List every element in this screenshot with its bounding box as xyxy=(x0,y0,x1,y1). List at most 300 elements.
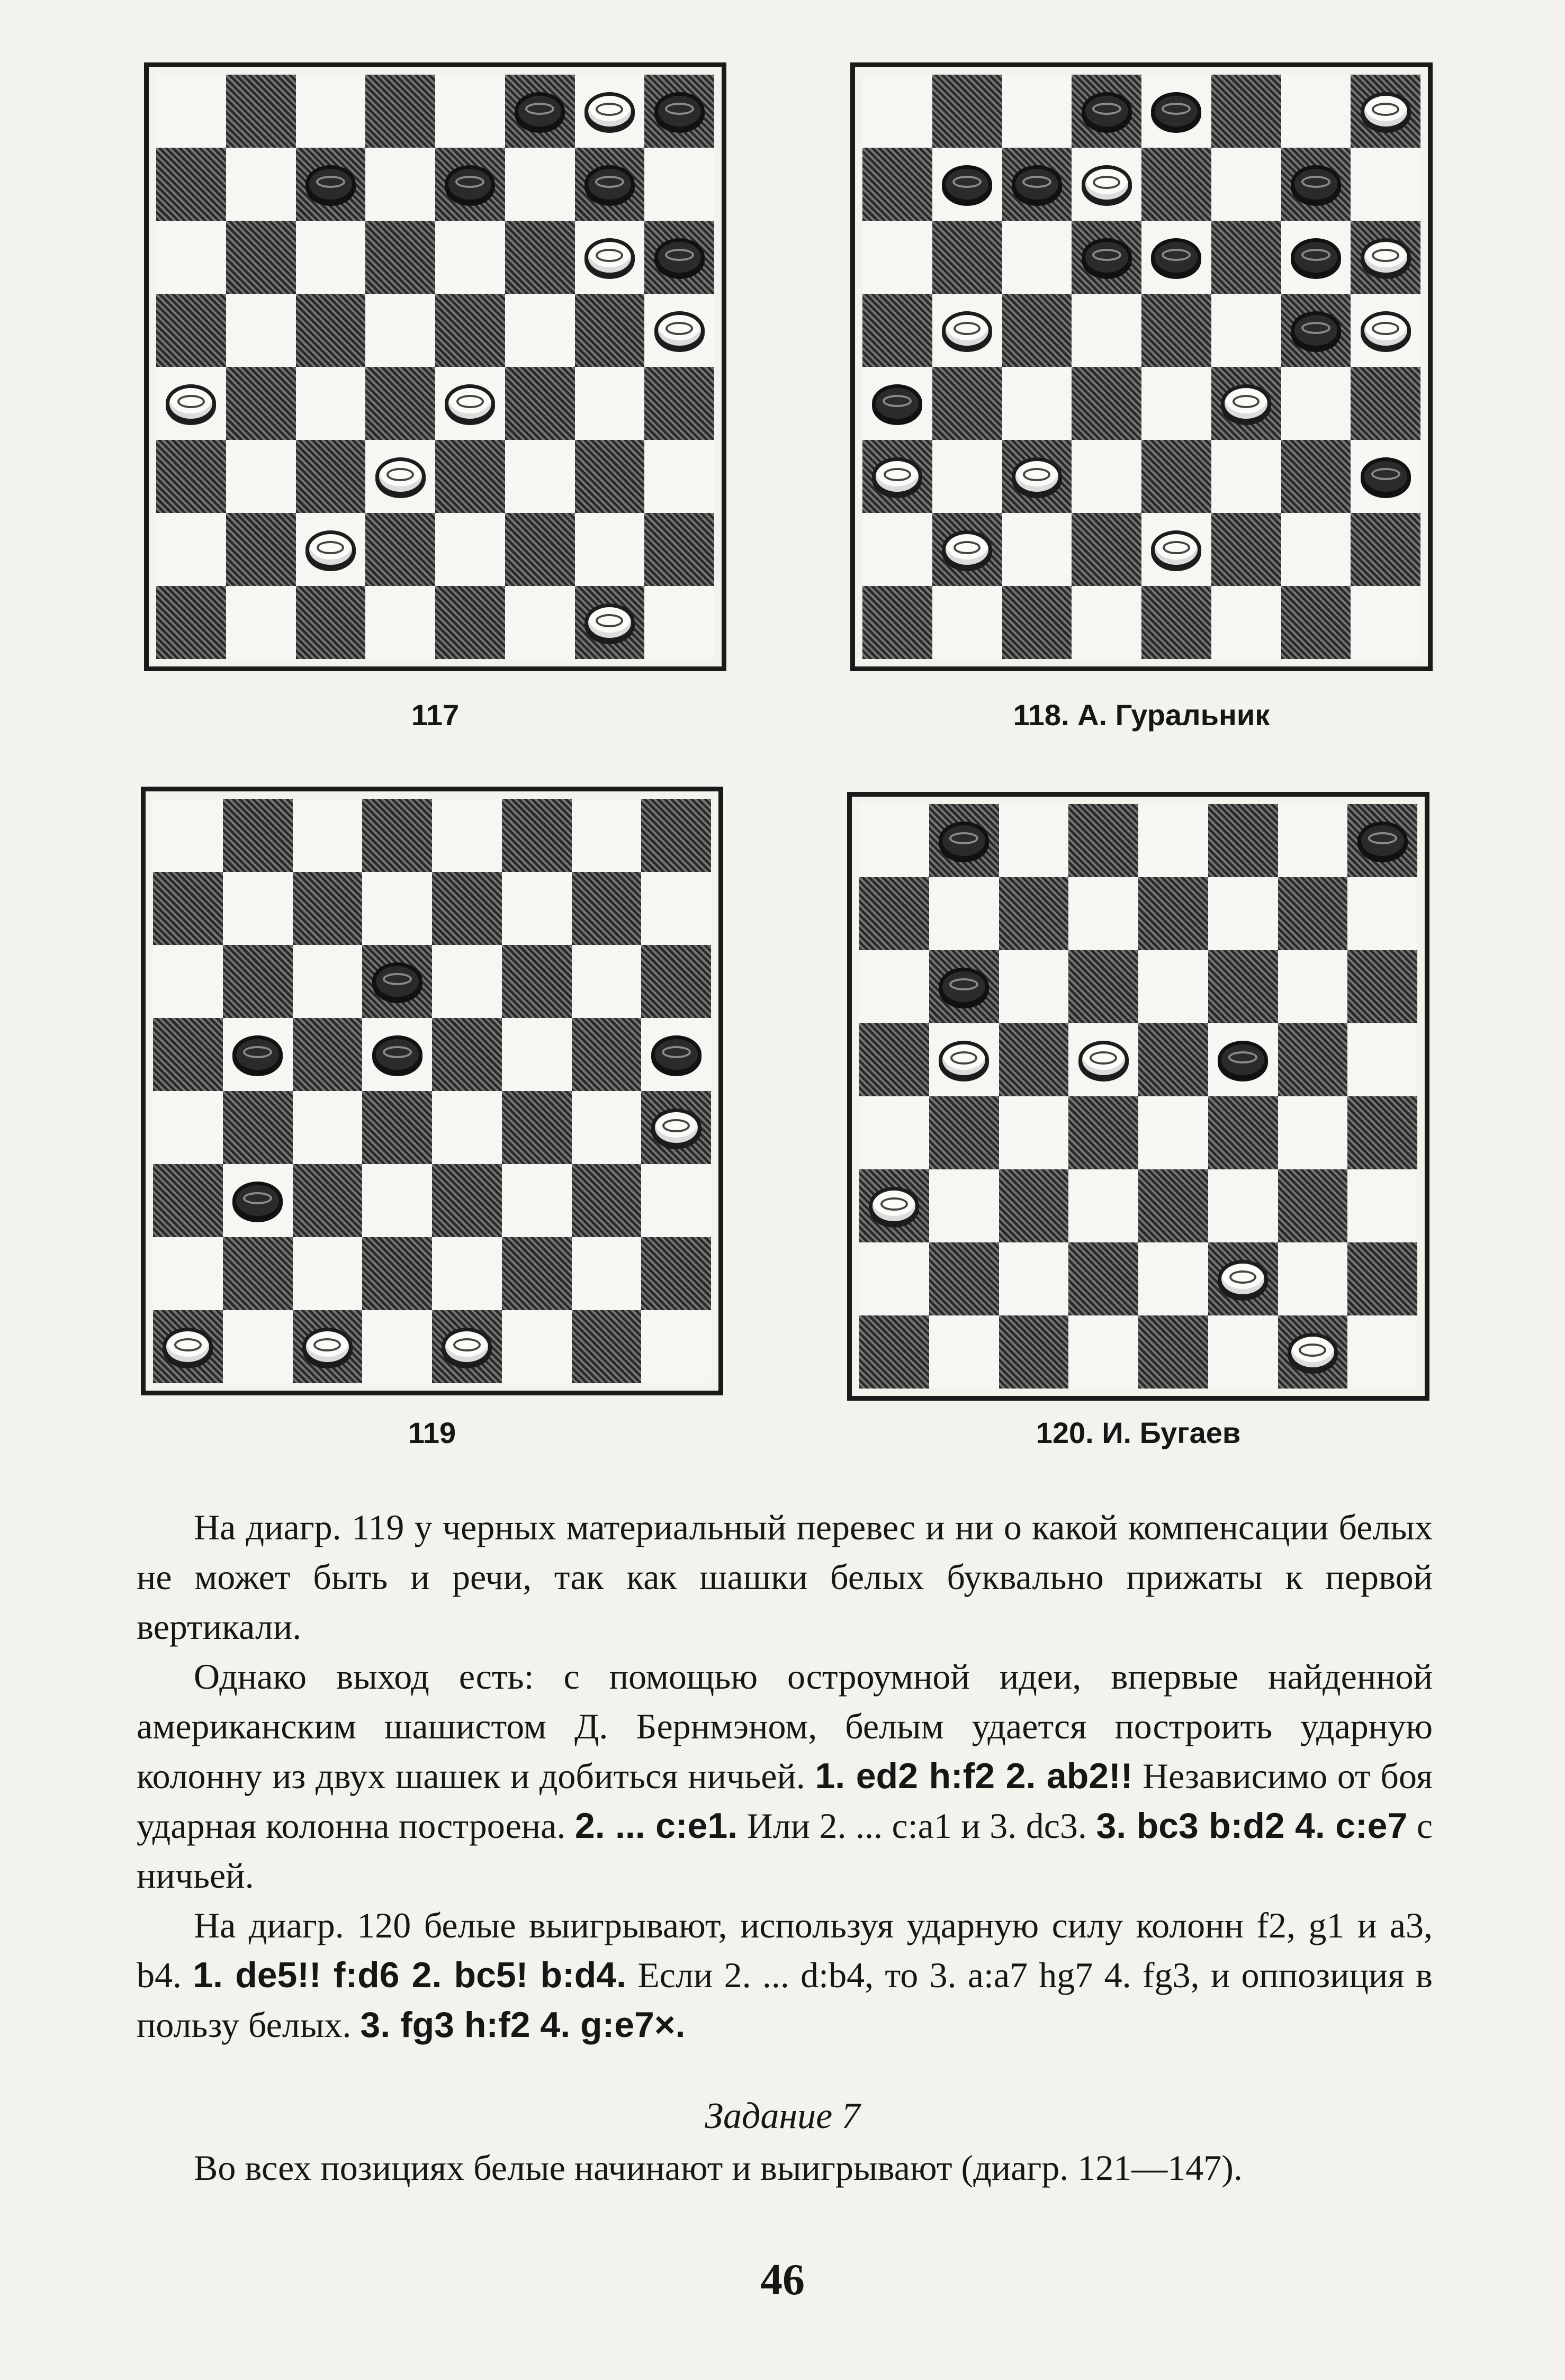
square-b3 xyxy=(929,1169,999,1242)
square-e7 xyxy=(432,872,502,945)
square-g2 xyxy=(572,1237,642,1310)
square-g8 xyxy=(1278,804,1348,877)
square-h7 xyxy=(1351,148,1420,221)
square-a4 xyxy=(859,1096,929,1169)
square-e6 xyxy=(435,221,505,294)
square-d5 xyxy=(1068,1023,1138,1096)
square-c8 xyxy=(296,75,366,148)
square-e3 xyxy=(1141,440,1211,513)
square-c6 xyxy=(296,221,366,294)
square-h1 xyxy=(1351,586,1420,659)
square-h8 xyxy=(1347,804,1417,877)
square-b8 xyxy=(932,75,1002,148)
square-c1 xyxy=(296,586,366,659)
square-c6 xyxy=(999,950,1069,1023)
diagram-119 xyxy=(141,787,723,1395)
square-b7 xyxy=(223,872,293,945)
square-b8 xyxy=(929,804,999,877)
black-checker-e7 xyxy=(445,165,495,203)
square-c1 xyxy=(999,1315,1069,1389)
black-checker-e6 xyxy=(1151,238,1201,276)
square-g4 xyxy=(1278,1096,1348,1169)
square-g3 xyxy=(1278,1169,1348,1242)
square-f5 xyxy=(505,294,575,367)
square-a7 xyxy=(153,872,223,945)
white-checker-f4 xyxy=(1221,384,1271,422)
move-notation: 2. ... c:e1. xyxy=(574,1806,738,1846)
square-b3 xyxy=(932,440,1002,513)
white-checker-c1 xyxy=(302,1328,353,1366)
square-g7 xyxy=(1278,877,1348,950)
square-g4 xyxy=(575,367,645,440)
square-a1 xyxy=(862,586,932,659)
board-grid xyxy=(153,799,711,1383)
square-a3 xyxy=(156,440,226,513)
square-h4 xyxy=(1351,367,1420,440)
black-checker-h8 xyxy=(654,92,705,130)
square-h3 xyxy=(641,1164,711,1237)
square-f1 xyxy=(1208,1315,1278,1389)
square-e2 xyxy=(432,1237,502,1310)
square-f5 xyxy=(1211,294,1281,367)
black-checker-g6 xyxy=(1291,238,1341,276)
square-g7 xyxy=(575,148,645,221)
white-checker-f2 xyxy=(1218,1260,1268,1298)
square-d7 xyxy=(1068,877,1138,950)
white-checker-d7 xyxy=(1082,165,1132,203)
square-c5 xyxy=(293,1018,363,1091)
square-g6 xyxy=(1278,950,1348,1023)
square-a2 xyxy=(859,1242,929,1315)
paragraph-3 xyxy=(137,1900,1433,2050)
square-a6 xyxy=(862,221,932,294)
square-g8 xyxy=(572,799,642,872)
square-c7 xyxy=(999,877,1069,950)
square-c2 xyxy=(1002,513,1072,586)
square-b7 xyxy=(932,148,1002,221)
square-d2 xyxy=(1068,1242,1138,1315)
square-e5 xyxy=(1141,294,1211,367)
square-e4 xyxy=(432,1091,502,1164)
square-f7 xyxy=(505,148,575,221)
square-a2 xyxy=(156,513,226,586)
square-b1 xyxy=(932,586,1002,659)
square-g4 xyxy=(572,1091,642,1164)
square-f8 xyxy=(502,799,572,872)
body-text xyxy=(137,1502,1433,2050)
square-f1 xyxy=(1211,586,1281,659)
black-checker-h5 xyxy=(651,1035,701,1074)
square-c2 xyxy=(999,1242,1069,1315)
square-f8 xyxy=(1211,75,1281,148)
white-checker-c2 xyxy=(305,530,356,569)
square-f4 xyxy=(502,1091,572,1164)
square-a8 xyxy=(156,75,226,148)
square-b7 xyxy=(226,148,296,221)
square-d6 xyxy=(365,221,435,294)
square-d7 xyxy=(1072,148,1141,221)
square-e2 xyxy=(1141,513,1211,586)
square-a8 xyxy=(859,804,929,877)
square-c1 xyxy=(293,1310,363,1383)
square-g7 xyxy=(572,872,642,945)
square-c7 xyxy=(1002,148,1072,221)
square-d2 xyxy=(1072,513,1141,586)
square-e4 xyxy=(1138,1096,1208,1169)
square-c3 xyxy=(293,1164,363,1237)
square-g1 xyxy=(1278,1315,1348,1389)
white-checker-d3 xyxy=(375,457,426,495)
black-checker-h8 xyxy=(1357,822,1408,860)
square-e3 xyxy=(435,440,505,513)
square-d1 xyxy=(362,1310,432,1383)
square-e8 xyxy=(1138,804,1208,877)
diagram-118 xyxy=(850,62,1433,671)
square-c7 xyxy=(296,148,366,221)
square-d8 xyxy=(362,799,432,872)
square-a5 xyxy=(153,1018,223,1091)
square-a3 xyxy=(153,1164,223,1237)
square-d4 xyxy=(1068,1096,1138,1169)
black-checker-c7 xyxy=(305,165,356,203)
square-b6 xyxy=(226,221,296,294)
square-b1 xyxy=(223,1310,293,1383)
square-e6 xyxy=(432,945,502,1018)
square-d2 xyxy=(362,1237,432,1310)
square-h6 xyxy=(1351,221,1420,294)
square-a1 xyxy=(156,586,226,659)
square-e8 xyxy=(432,799,502,872)
square-h6 xyxy=(1347,950,1417,1023)
square-d3 xyxy=(1068,1169,1138,1242)
square-d4 xyxy=(362,1091,432,1164)
square-c3 xyxy=(296,440,366,513)
white-checker-a3 xyxy=(872,457,922,495)
square-e8 xyxy=(435,75,505,148)
square-h5 xyxy=(1351,294,1420,367)
square-e6 xyxy=(1138,950,1208,1023)
square-c7 xyxy=(293,872,363,945)
square-h7 xyxy=(644,148,714,221)
square-f1 xyxy=(505,586,575,659)
square-f6 xyxy=(505,221,575,294)
square-d6 xyxy=(362,945,432,1018)
square-a3 xyxy=(859,1169,929,1242)
square-c5 xyxy=(1002,294,1072,367)
square-h7 xyxy=(1347,877,1417,950)
square-b2 xyxy=(223,1237,293,1310)
square-g1 xyxy=(575,586,645,659)
square-b4 xyxy=(929,1096,999,1169)
square-b6 xyxy=(223,945,293,1018)
black-checker-b6 xyxy=(939,968,989,1006)
black-checker-b8 xyxy=(939,822,989,860)
square-c2 xyxy=(296,513,366,586)
square-e3 xyxy=(432,1164,502,1237)
square-f6 xyxy=(1211,221,1281,294)
white-checker-a4 xyxy=(166,384,216,422)
black-checker-h3 xyxy=(1361,457,1411,495)
task-text xyxy=(137,2143,1433,2193)
square-g5 xyxy=(575,294,645,367)
square-h8 xyxy=(1351,75,1420,148)
board-grid xyxy=(859,804,1417,1389)
square-h5 xyxy=(1347,1023,1417,1096)
square-a8 xyxy=(153,799,223,872)
square-a4 xyxy=(862,367,932,440)
square-h1 xyxy=(644,586,714,659)
square-c4 xyxy=(293,1091,363,1164)
diagram-caption-119: 119 xyxy=(408,1416,456,1449)
square-b2 xyxy=(226,513,296,586)
square-b6 xyxy=(929,950,999,1023)
square-e5 xyxy=(435,294,505,367)
square-a3 xyxy=(862,440,932,513)
square-e7 xyxy=(1138,877,1208,950)
square-b1 xyxy=(226,586,296,659)
square-h3 xyxy=(1351,440,1420,513)
square-c2 xyxy=(293,1237,363,1310)
square-b4 xyxy=(226,367,296,440)
black-checker-d5 xyxy=(372,1035,422,1074)
square-g3 xyxy=(575,440,645,513)
square-b8 xyxy=(223,799,293,872)
square-h6 xyxy=(644,221,714,294)
diagram-caption-120: 120. И. Бугаев xyxy=(1036,1416,1241,1449)
square-c6 xyxy=(293,945,363,1018)
square-b3 xyxy=(223,1164,293,1237)
square-g2 xyxy=(1278,1242,1348,1315)
square-h4 xyxy=(644,367,714,440)
square-g4 xyxy=(1281,367,1351,440)
square-d1 xyxy=(1068,1315,1138,1389)
square-e5 xyxy=(1138,1023,1208,1096)
square-d7 xyxy=(362,872,432,945)
square-f3 xyxy=(1208,1169,1278,1242)
square-f7 xyxy=(502,872,572,945)
black-checker-b7 xyxy=(942,165,992,203)
square-b7 xyxy=(929,877,999,950)
paragraph-2 xyxy=(137,1652,1433,1900)
square-e6 xyxy=(1141,221,1211,294)
square-h1 xyxy=(1347,1315,1417,1389)
square-b4 xyxy=(223,1091,293,1164)
square-a8 xyxy=(862,75,932,148)
task-paragraph: Во всех позициях белые начинают и выигрывают (диагр. 121—147). xyxy=(194,2148,1243,2188)
black-checker-d8 xyxy=(1082,92,1132,130)
diagram-caption-118: 118. А. Гуральник xyxy=(1013,698,1270,732)
square-b3 xyxy=(226,440,296,513)
square-e7 xyxy=(1141,148,1211,221)
square-d1 xyxy=(365,586,435,659)
square-g5 xyxy=(572,1018,642,1091)
square-g3 xyxy=(572,1164,642,1237)
black-checker-h6 xyxy=(654,238,705,276)
square-h8 xyxy=(644,75,714,148)
white-checker-c3 xyxy=(1012,457,1062,495)
square-e1 xyxy=(435,586,505,659)
square-c5 xyxy=(999,1023,1069,1096)
square-g6 xyxy=(572,945,642,1018)
square-e1 xyxy=(432,1310,502,1383)
square-d3 xyxy=(362,1164,432,1237)
black-checker-f8 xyxy=(515,92,565,130)
text-run: Независимо от боя ударная колонна построена. xyxy=(137,1756,1433,1846)
square-g6 xyxy=(1281,221,1351,294)
square-a6 xyxy=(153,945,223,1018)
diagram-120 xyxy=(847,792,1429,1401)
square-c8 xyxy=(1002,75,1072,148)
square-b8 xyxy=(226,75,296,148)
white-checker-e2 xyxy=(1151,530,1201,569)
square-d1 xyxy=(1072,586,1141,659)
square-a6 xyxy=(156,221,226,294)
black-checker-g5 xyxy=(1291,311,1341,349)
move-notation: 3. fg3 h:f2 4. g:e7×. xyxy=(360,2005,686,2045)
square-h7 xyxy=(641,872,711,945)
square-a7 xyxy=(859,877,929,950)
board-grid xyxy=(156,75,714,659)
square-a1 xyxy=(153,1310,223,1383)
square-c3 xyxy=(999,1169,1069,1242)
square-c5 xyxy=(296,294,366,367)
move-notation: 1. ed2 h:f2 2. ab2!! xyxy=(815,1756,1133,1796)
square-h6 xyxy=(641,945,711,1018)
square-f2 xyxy=(1211,513,1281,586)
square-a7 xyxy=(156,148,226,221)
square-f3 xyxy=(502,1164,572,1237)
square-d2 xyxy=(365,513,435,586)
text-run: Или 2. ... c:a1 и 3. dc3. xyxy=(737,1806,1096,1846)
square-d8 xyxy=(1072,75,1141,148)
square-e8 xyxy=(1141,75,1211,148)
square-h2 xyxy=(1347,1242,1417,1315)
white-checker-e1 xyxy=(442,1328,492,1366)
square-d3 xyxy=(365,440,435,513)
square-c3 xyxy=(1002,440,1072,513)
black-checker-b3 xyxy=(232,1182,283,1220)
white-checker-g6 xyxy=(584,238,635,276)
text-run: с ничьей. xyxy=(137,1806,1433,1896)
square-f8 xyxy=(505,75,575,148)
square-e1 xyxy=(1138,1315,1208,1389)
square-h1 xyxy=(641,1310,711,1383)
square-h3 xyxy=(644,440,714,513)
square-c1 xyxy=(1002,586,1072,659)
square-f7 xyxy=(1211,148,1281,221)
square-a7 xyxy=(862,148,932,221)
square-d5 xyxy=(1072,294,1141,367)
square-d5 xyxy=(365,294,435,367)
white-checker-g1 xyxy=(1288,1333,1338,1371)
square-a5 xyxy=(156,294,226,367)
diagram-117 xyxy=(144,62,726,671)
square-f8 xyxy=(1208,804,1278,877)
square-c4 xyxy=(1002,367,1072,440)
move-notation: 3. bc3 b:d2 4. c:e7 xyxy=(1096,1806,1408,1846)
black-checker-c7 xyxy=(1012,165,1062,203)
square-a4 xyxy=(153,1091,223,1164)
square-g5 xyxy=(1278,1023,1348,1096)
square-e1 xyxy=(1141,586,1211,659)
square-h4 xyxy=(1347,1096,1417,1169)
square-h2 xyxy=(1351,513,1420,586)
black-checker-d6 xyxy=(1082,238,1132,276)
square-d4 xyxy=(1072,367,1141,440)
square-c6 xyxy=(1002,221,1072,294)
square-e3 xyxy=(1138,1169,1208,1242)
square-d3 xyxy=(1072,440,1141,513)
square-f6 xyxy=(1208,950,1278,1023)
square-g2 xyxy=(575,513,645,586)
square-f6 xyxy=(502,945,572,1018)
square-d5 xyxy=(362,1018,432,1091)
square-f4 xyxy=(1208,1096,1278,1169)
square-b5 xyxy=(929,1023,999,1096)
white-checker-a1 xyxy=(163,1328,213,1366)
diagram-caption-117: 117 xyxy=(411,698,460,732)
square-c8 xyxy=(293,799,363,872)
square-e4 xyxy=(1141,367,1211,440)
square-a5 xyxy=(859,1023,929,1096)
square-f3 xyxy=(505,440,575,513)
square-b5 xyxy=(226,294,296,367)
black-checker-f5 xyxy=(1218,1041,1268,1079)
square-a5 xyxy=(862,294,932,367)
black-checker-e8 xyxy=(1151,92,1201,130)
square-h8 xyxy=(641,799,711,872)
square-e4 xyxy=(435,367,505,440)
square-f3 xyxy=(1211,440,1281,513)
white-checker-b2 xyxy=(942,530,992,569)
square-h2 xyxy=(641,1237,711,1310)
white-checker-h5 xyxy=(1361,311,1411,349)
square-h4 xyxy=(641,1091,711,1164)
white-checker-b5 xyxy=(942,311,992,349)
square-e7 xyxy=(435,148,505,221)
square-d7 xyxy=(365,148,435,221)
square-g1 xyxy=(572,1310,642,1383)
white-checker-a3 xyxy=(869,1187,919,1225)
square-b2 xyxy=(932,513,1002,586)
board-grid xyxy=(862,75,1420,659)
square-c4 xyxy=(999,1096,1069,1169)
square-c4 xyxy=(296,367,366,440)
square-f2 xyxy=(1208,1242,1278,1315)
white-checker-h6 xyxy=(1361,238,1411,276)
square-f4 xyxy=(1211,367,1281,440)
square-g6 xyxy=(575,221,645,294)
square-f5 xyxy=(502,1018,572,1091)
square-g8 xyxy=(575,75,645,148)
square-g2 xyxy=(1281,513,1351,586)
square-d6 xyxy=(1072,221,1141,294)
text-run: На диагр. 120 белые выигрывают, используя ударную силу колонн f2, g1 и a3, b4. xyxy=(137,1905,1433,1995)
square-e2 xyxy=(1138,1242,1208,1315)
square-f5 xyxy=(1208,1023,1278,1096)
black-checker-d6 xyxy=(372,962,422,1000)
square-h5 xyxy=(641,1018,711,1091)
square-f1 xyxy=(502,1310,572,1383)
square-a6 xyxy=(859,950,929,1023)
text-run: Если 2. ... d:b4, то 3. a:a7 hg7 4. fg3, и оппозиция в пользу белых. xyxy=(137,1955,1433,2045)
square-g8 xyxy=(1281,75,1351,148)
square-d6 xyxy=(1068,950,1138,1023)
square-a2 xyxy=(862,513,932,586)
white-checker-e4 xyxy=(445,384,495,422)
black-checker-a4 xyxy=(872,384,922,422)
square-h2 xyxy=(644,513,714,586)
